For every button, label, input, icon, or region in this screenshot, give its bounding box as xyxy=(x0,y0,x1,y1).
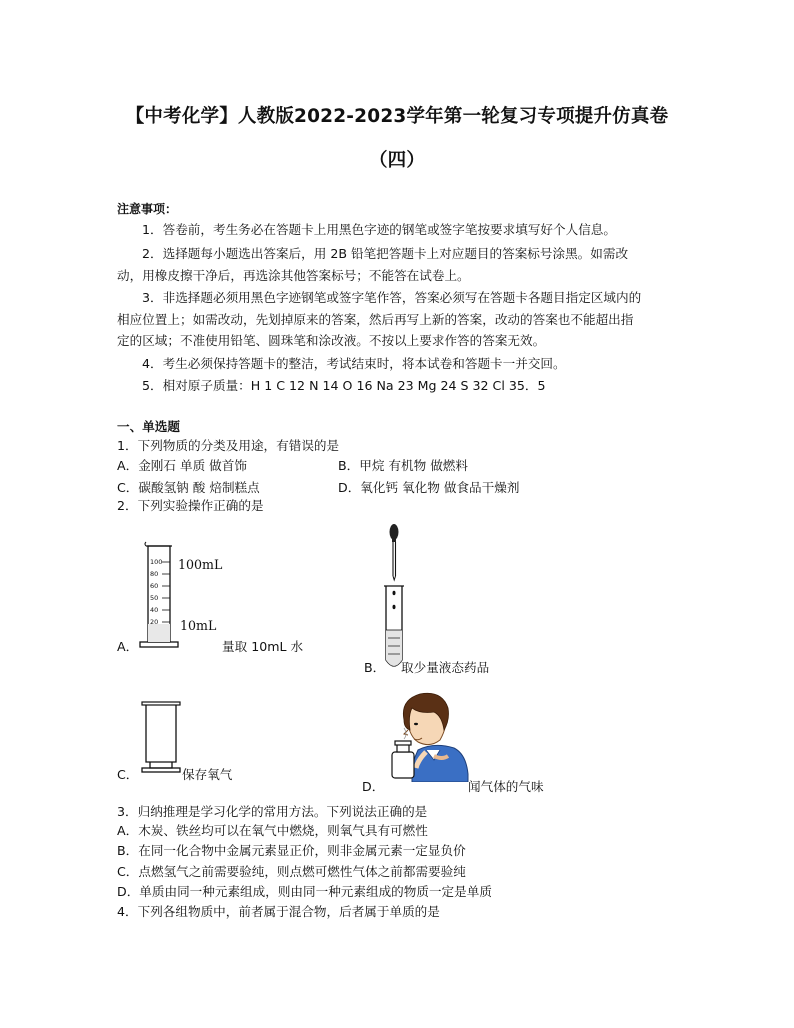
exam-title-suffix: （四） xyxy=(368,150,426,171)
question-1-stem: 1．下列物质的分类及用途，有错误的是 xyxy=(117,438,340,453)
cylinder-capacity-label: 100mL xyxy=(178,557,223,572)
exam-title: 【中考化学】人教版2022-2023学年第一轮复习专项提升仿真卷 xyxy=(125,106,669,127)
question-3-option-b: B．在同一化合物中金属元素显正价，则非金属元素一定显负价 xyxy=(117,843,466,858)
notice-item: 相应位置上；如需改动，先划掉原来的答案，然后再写上新的答案，改动的答案也不能超出指 xyxy=(117,312,634,327)
section-heading: 一、单选题 xyxy=(117,419,180,434)
question-3-stem: 3．归纳推理是学习化学的常用方法。下列说法正确的是 xyxy=(117,804,428,819)
question-2-option-b-letter: B． xyxy=(364,660,386,675)
dropper-test-tube-figure xyxy=(375,520,415,675)
question-2-option-a-letter: A． xyxy=(117,639,139,654)
question-2-option-c-caption: 保存氧气 xyxy=(182,767,233,782)
cylinder-tick-label: 50 xyxy=(150,594,159,602)
cylinder-tick-label: 80 xyxy=(150,570,159,578)
notice-item: 3．非选择题必须用黑色字迹钢笔或签字笔作答，答案必须写在答题卡各题目指定区域内的 xyxy=(142,290,642,305)
question-2-stem: 2．下列实验操作正确的是 xyxy=(117,498,264,513)
question-2-option-b-caption: 取少量液态药品 xyxy=(401,660,490,675)
question-2-option-a-caption: 量取 10mL 水 xyxy=(222,639,304,654)
cylinder-tick-label: 40 xyxy=(150,606,159,614)
notice-heading: 注意事项： xyxy=(117,202,178,216)
question-3-option-a: A．木炭、铁丝均可以在氧气中燃烧，则氧气具有可燃性 xyxy=(117,823,428,838)
question-2-option-c-letter: C． xyxy=(117,767,139,782)
question-1-option-b: B．甲烷 有机物 做燃料 xyxy=(338,458,468,473)
notice-item: 2．选择题每小题选出答案后，用 2B 铅笔把答题卡上对应题目的答案标号涂黑。如需改 xyxy=(142,246,629,261)
cylinder-tick-label: 60 xyxy=(150,582,159,590)
question-2-option-d-caption: 闻气体的气味 xyxy=(468,779,544,794)
question-1-option-d: D．氧化钙 氧化物 做食品干燥剂 xyxy=(338,480,520,495)
cylinder-measure-label: 10mL xyxy=(180,618,217,633)
notice-item: 1．答卷前，考生务必在答题卡上用黑色字迹的钢笔或签字笔按要求填写好个人信息。 xyxy=(142,222,616,237)
smelling-gas-figure xyxy=(390,690,475,782)
question-1-option-a: A．金刚石 单质 做首饰 xyxy=(117,458,247,473)
question-2-option-d-letter: D． xyxy=(362,779,385,794)
question-3-option-c: C．点燃氢气之前需要验纯，则点燃可燃性气体之前都需要验纯 xyxy=(117,864,466,879)
gas-bottle-figure xyxy=(140,700,185,780)
question-4-stem: 4．下列各组物质中，前者属于混合物，后者属于单质的是 xyxy=(117,904,440,919)
cylinder-tick-label: 100 xyxy=(150,558,163,566)
question-3-option-d: D．单质由同一种元素组成，则由同一种元素组成的物质一定是单质 xyxy=(117,884,492,899)
notice-item: 5．相对原子质量：H 1 C 12 N 14 O 16 Na 23 Mg 24 S 32 Cl 35．5 xyxy=(142,378,546,393)
notice-item: 4．考生必须保持答题卡的整洁，考试结束时，将本试卷和答题卡一并交回。 xyxy=(142,356,566,371)
notice-item: 动，用橡皮擦干净后，再选涂其他答案标号；不能答在试卷上。 xyxy=(117,268,470,283)
question-1-option-c: C．碳酸氢钠 酸 焙制糕点 xyxy=(117,480,260,495)
cylinder-tick-label: 20 xyxy=(150,618,159,626)
notice-item: 定的区域；不准使用铅笔、圆珠笔和涂改液。不按以上要求作答的答案无效。 xyxy=(117,333,546,348)
